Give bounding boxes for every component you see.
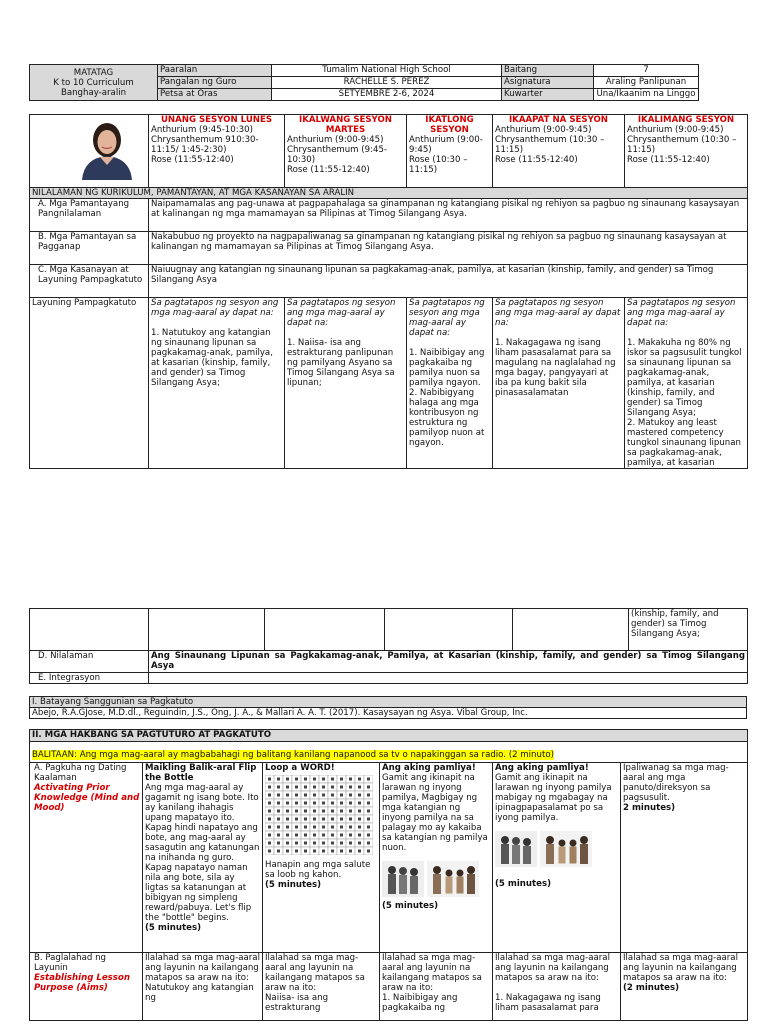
subject-label: Asignatura: [502, 77, 594, 89]
row-a-label-en: Activating Prior Knowledge (Mind and Mood): [34, 783, 140, 813]
session-2: [285, 115, 407, 188]
row-b-label-en: Establishing Lesson Purpose (Aims): [34, 973, 130, 993]
session-3-title: IKATLONG SESYON: [425, 115, 474, 135]
nilalaman-d-text: Ang Sinaunang Lipunan sa Pagkakamag-anak, Pamilya, at Kasarian (kinship, family, and gender) sa Timog Silangang Asya: [149, 651, 748, 673]
loop-word-text: Hanapin ang mga salute sa loob ng kahon.: [265, 860, 371, 880]
family-photo-image: [427, 861, 479, 897]
sanggunian-table: [29, 696, 747, 719]
layunin-1-intro: Sa pagtatapos ng sesyon ang mga mag-aaral ay dapat na:: [151, 298, 279, 318]
pamilya-3-time: (5 minutes): [382, 901, 439, 911]
panuto-text: Ipaliwanag sa mga mag-aaral ang mga panuto/direksyon sa pagsusulit.: [623, 763, 729, 803]
session-3-times: Anthurium (9:00-9:45) Rose (10:30 – 11:15): [409, 135, 483, 175]
session-1: [149, 115, 285, 188]
session-4: [493, 115, 625, 188]
pamilya-4-text: Gamit ang ikinapit na larawan ng inyong pamilya mabigay ng mgabagay na ipinagpapasalamat po sa iyong pamilya.: [495, 773, 612, 823]
hakbang-header: II. MGA HAKBANG SA PAGTUTURO AT PAGKATUTO: [30, 730, 748, 742]
row-b-col-4: Ilalahad sa mga mag-aaral ang layunin na kailangang matapos sa araw na ito: 1. Nakagagawa ng isang liham pasasalamat para: [493, 953, 621, 1021]
row-b-label-cell: [30, 953, 143, 1021]
row-a-col-2: [263, 763, 380, 953]
session-5-times: Anthurium (9:00-9:45) Chrysanthemum (10:30 – 11:15) Rose (11:55-12:40): [627, 125, 737, 165]
pamilya-3-title: Ang aking pamliya!: [382, 763, 476, 773]
lesson-plan-table: [29, 114, 748, 469]
curriculum-line3: Banghay-aralin: [60, 87, 127, 98]
layunin-3-intro: Sa pagtatapos ng sesyon ang mga mag-aaral ay dapat na:: [409, 298, 485, 338]
page2-table: [29, 608, 748, 684]
row-a-label-cell: [30, 763, 143, 953]
session-2-times: Anthurium (9:00-9:45) Chrysanthemum (9:45-10:30) Rose (11:55-12:40): [287, 135, 388, 175]
nilalaman-header: NILALAMAN NG KURIKULUM, PAMANTAYAN, AT MGA KASANAYAN SA ARALIN: [30, 188, 748, 199]
quarter-label: Kuwarter: [502, 89, 594, 101]
balitaan-row: [30, 750, 748, 763]
school-value: Tumalim National High School: [272, 65, 502, 77]
teacher-label: Pangalan ng Guro: [158, 77, 272, 89]
standard-c-text: Naiuugnay ang katangian ng sinaunang lipunan sa pagkakamag-anak, pamilya, at kasarian (kinship, family, and gender) sa Timog Silangang Asya: [149, 265, 748, 298]
row-a-col-1: [143, 763, 263, 953]
subject-value: Araling Panlipunan: [594, 77, 699, 89]
pamilya-4-time: (5 minutes): [495, 879, 552, 889]
quarter-value: Una/Ikaanim na Linggo: [594, 89, 699, 101]
pamilya-3-text: Gamit ang ikinapit na larawan ng inyong pamilya, Magbigay ng mga katangian ng inyong pamilya na sa palagay mo ay kakaiba sa katangian ng pamilya nuon.: [382, 773, 488, 853]
curriculum-cell: [30, 65, 158, 101]
row-a-col-5: [621, 763, 748, 953]
session-2-title: IKALWANG SESYON MARTES: [299, 115, 392, 135]
standard-c-label: C. Mga Kasanayan at Layuning Pampagkatuto: [30, 265, 149, 298]
header-table: [29, 64, 699, 101]
row-a-col-3: [380, 763, 493, 953]
hakbang-table: [29, 729, 748, 1021]
layunin-continued: (kinship, family, and gender) sa Timog Silangang Asya;: [629, 609, 748, 651]
session-1-times: Anthurium (9:45-10:30) Chrysanthemum 910:30-11:15/ 1:45-2:30) Rose (11:55-12:40): [151, 125, 259, 165]
layunin-2-text: 1. Naiisa- isa ang estrakturang panlipunan ng pamilyang Asyano sa Timog Silangang Asya sa lipunan;: [287, 338, 395, 388]
row-b-col-5-time: (2 minutes): [623, 983, 680, 993]
session-1-title: UNANG SESYON LUNES: [160, 115, 273, 125]
sanggunian-header: I. Batayang Sanggunian sa Pagkatuto: [30, 697, 747, 708]
panuto-time: 2 minutes): [623, 803, 676, 813]
layunin-col-1: [149, 298, 285, 469]
session-4-times: Anthurium (9:00-9:45) Chrysanthemum (10:30 – 11:15) Rose (11:55-12:40): [495, 125, 605, 165]
standard-a-label: A. Mga Pamantayang Pangnilalaman: [30, 199, 149, 232]
balitaan-text: BALITAAN: Ang mga mag-aaral ay magbabahagi ng balitang kanilang napanood sa tv o napakinggan sa radio. (2 minuto): [32, 749, 554, 760]
nilalaman-d-label: D. Nilalaman: [30, 651, 149, 673]
curriculum-line1: MATATAG: [73, 67, 114, 78]
layunin-5-intro: Sa pagtatapos ng sesyon ang mga mag-aaral ay dapat na:: [627, 298, 736, 328]
grade-value: 7: [594, 65, 699, 77]
family-photo-image: [495, 831, 537, 867]
flip-bottle-text: Ang mga mag-aaral ay gagamit ng isang bote. Ito ay kanilang ihahagis upang mapatayo ito. Kapag hindi napatayo ang bote, ang mag-aaral ay sasagutin ang katanungan na inihanda ng guro. Kapag napatayo naman nila ang bote, sila ay ligtas sa katanungan at bibigyan ng simpleng reward/pabuya. Let's flip the "bottle" begins.: [145, 783, 260, 923]
row-b-col-2: Ilalahad sa mga mag-aaral ang layunin na kailangang matapos sa araw na ito: Naiisa- isa ang estrakturang: [263, 953, 380, 1021]
layunin-4-text: 1. Nakagagawa ng isang liham pasasalamat para sa magulang na naglalahad ng mga bagay, pangyayari at iba pa kung bakit sila pinasasalamatan: [495, 338, 616, 398]
family-photo-image: [540, 831, 592, 867]
teacher-photo-cell: [30, 115, 149, 188]
integrasyon-label: E. Integrasyon: [30, 673, 149, 684]
row-a-col-4: [493, 763, 621, 953]
sanggunian-text: Abejo, R.A.GJose, M.D.dl., Reguindin, J.S., Ong, J. A., & Mallari A. A. T. (2017). Kasaysayan ng Asya. Vibal Group, Inc.: [30, 708, 747, 719]
teacher-value: RACHELLE S. PEREZ: [272, 77, 502, 89]
session-5-title: IKALIMANG SESYON: [637, 115, 735, 125]
loop-word-title: Loop a WORD!: [265, 763, 335, 773]
standard-b-text: Nakabubuo ng proyekto na nagpapaliwanag sa ginampanan ng katangiang pisikal ng rehiyon sa pagbuo ng sinaunang kasaysayan at kalinangan ng mamamayan sa Pilipinas at Timog Silangang Asya.: [149, 232, 748, 265]
teacher-portrait-image: [72, 118, 142, 180]
layunin-label: Layuning Pampagkatuto: [30, 298, 149, 469]
session-4-title: IKAAPAT NA SESYON: [508, 115, 608, 125]
family-photo-image: [382, 861, 424, 897]
school-label: Paaralan: [158, 65, 272, 77]
session-5: [625, 115, 748, 188]
layunin-4-intro: Sa pagtatapos ng sesyon ang mga mag-aaral ay dapat na:: [495, 298, 621, 328]
flip-bottle-title: Maikling Balik-aral Flip the Bottle: [145, 763, 257, 783]
pamilya-4-title: Ang aking pamliya!: [495, 763, 589, 773]
layunin-col-2: [285, 298, 407, 469]
layunin-2-intro: Sa pagtatapos ng sesyon ang mga mag-aaral ay dapat na:: [287, 298, 396, 328]
session-3: [407, 115, 493, 188]
word-search-grid-image: [265, 775, 373, 855]
standard-a-text: Naipamamalas ang pag-unawa at pagpapahalaga sa ginampanan ng katangiang pisikal ng rehiyon sa pagbuo ng sinaunang kasaysayan at kalinangan ng mga mamamayan sa Pilipinas at Timog Silangang Asya.: [149, 199, 748, 232]
date-value: SETYEMBRE 2-6, 2024: [272, 89, 502, 101]
loop-word-time: (5 minutes): [265, 880, 322, 890]
grade-label: Baitang: [502, 65, 594, 77]
row-b-col-5-text: Ilalahad sa mga mag-aaral ang layunin na kailangang matapos sa araw na ito:: [623, 953, 738, 983]
layunin-3-text: 1. Naibibigay ang pagkakaiba ng pamilya nuon sa pamilya ngayon. 2. Nabibigyang halaga ang mga kontribusyon ng estruktura ng pamilyop nuon at ngayon.: [409, 348, 485, 448]
row-a-label: A. Pagkuha ng Dating Kaalaman: [34, 763, 127, 783]
row-b-col-5: [621, 953, 748, 1021]
layunin-col-5: [625, 298, 748, 469]
layunin-5-text: 1. Makakuha ng 80% ng iskor sa pagsusulit tungkol sa sinaunang lipunan sa pagkakamag-anak, pamilya, at kasarian (kinship, family, and gender) sa Timog Silangang Asya; 2. Matukoy ang least mastered competency tungkol sinaunang lipunan sa pagkakamag-anak, pamilya, at kasarian: [627, 338, 742, 468]
row-b-col-1: Ilalahad sa mga mag-aaral ang layunin na kailangang matapos sa araw na ito: Natutukoy ang katangian ng: [143, 953, 263, 1021]
date-label: Petsa at Oras: [158, 89, 272, 101]
flip-bottle-time: (5 minutes): [145, 923, 202, 933]
row-b-col-3: Ilalahad sa mga mag-aaral ang layunin na kailangang matapos sa araw na ito: 1. Naibibigay ang pagkakaiba ng: [380, 953, 493, 1021]
row-b-label: B. Paglalahad ng Layunin: [34, 953, 106, 973]
layunin-1-text: 1. Natutukoy ang katangian ng sinaunang lipunan sa pagkakamag-anak, pamilya, at kasarian (kinship, family, and gender) sa Timog Silangang Asya;: [151, 328, 273, 388]
standard-b-label: B. Mga Pamantayan sa Pagganap: [30, 232, 149, 265]
layunin-col-4: [493, 298, 625, 469]
curriculum-line2: K to 10 Curriculum: [53, 77, 134, 88]
layunin-col-3: [407, 298, 493, 469]
